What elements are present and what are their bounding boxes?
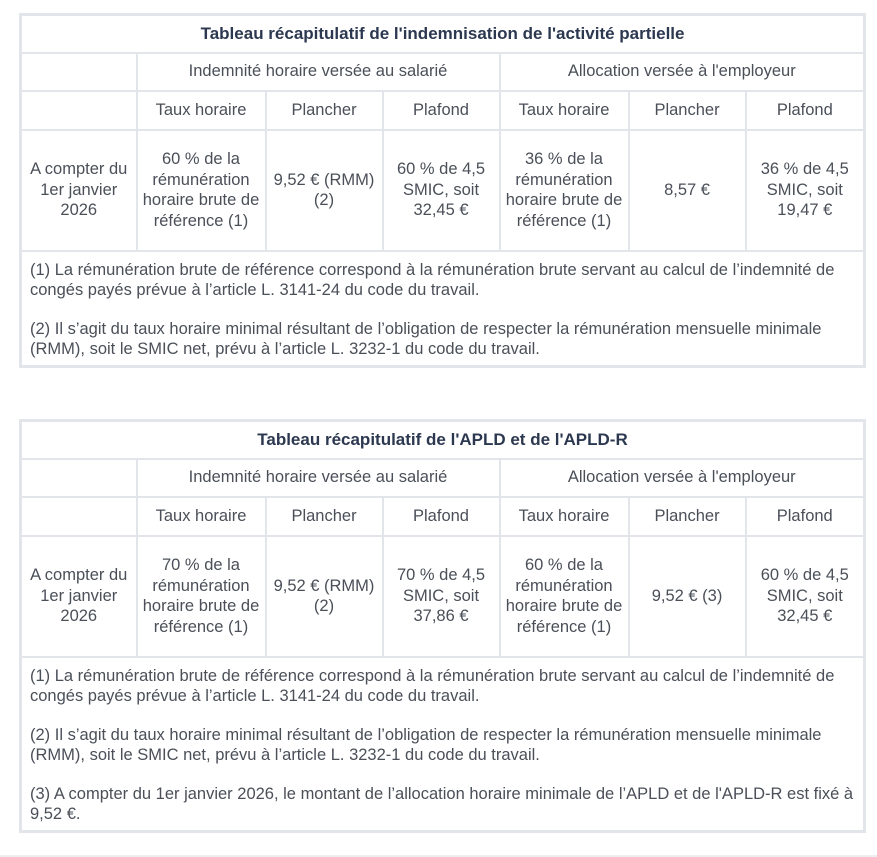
row-label-date: A compter du 1er janvier 2026 xyxy=(21,130,137,251)
group-header-employeur: Allocation versée à l'employeur xyxy=(500,459,865,497)
empty-corner-cell xyxy=(21,497,137,536)
col-header-taux-horaire: Taux horaire xyxy=(500,497,629,536)
footnotes xyxy=(21,251,865,367)
activite-partielle-table xyxy=(19,13,866,368)
table-title: Tableau récapitulatif de l'APLD et de l'APLD-R xyxy=(21,421,865,459)
group-header-employeur: Allocation versée à l'employeur xyxy=(500,53,865,91)
footnote-1: (1) La rémunération brute de référence correspond à la rémunération brute servant au calcul de l’indemnité de congés payés prévue à l’article L. 3141-24 du code du travail. xyxy=(30,666,835,705)
apld-table xyxy=(19,419,866,833)
cell-salarie-plafond: 60 % de 4,5 SMIC, soit 32,45 € xyxy=(383,130,500,251)
footnote-2: (2) Il s’agit du taux horaire minimal résultant de l’obligation de respecter la rémunération mensuelle minimale (RMM), soit le SMIC net, prévu à l’article L. 3232-1 du code du travail. xyxy=(30,319,822,358)
col-header-taux-horaire: Taux horaire xyxy=(500,91,629,130)
cell-employeur-plancher: 9,52 € (3) xyxy=(629,536,746,657)
cell-employeur-plafond: 60 % de 4,5 SMIC, soit 32,45 € xyxy=(746,536,865,657)
cell-employeur-taux: 60 % de la rémunération horaire brute de référence (1) xyxy=(500,536,629,657)
footnote-2: (2) Il s’agit du taux horaire minimal résultant de l’obligation de respecter la rémunération mensuelle minimale (RMM), soit le SMIC net, prévu à l’article L. 3232-1 du code du travail. xyxy=(30,725,822,764)
table-row xyxy=(21,130,865,251)
col-header-plafond: Plafond xyxy=(746,91,865,130)
cell-salarie-taux: 70 % de la rémunération horaire brute de référence (1) xyxy=(137,536,266,657)
empty-corner-cell xyxy=(21,91,137,130)
cell-salarie-taux: 60 % de la rémunération horaire brute de référence (1) xyxy=(137,130,266,251)
row-label-date: A compter du 1er janvier 2026 xyxy=(21,536,137,657)
group-header-salarie: Indemnité horaire versée au salarié xyxy=(137,53,500,91)
col-header-plafond: Plafond xyxy=(746,497,865,536)
col-header-taux-horaire: Taux horaire xyxy=(137,91,266,130)
footnotes xyxy=(21,657,865,832)
cell-salarie-plancher: 9,52 € (RMM) (2) xyxy=(266,130,383,251)
cell-salarie-plancher: 9,52 € (RMM) (2) xyxy=(266,536,383,657)
footnote-3: (3) A compter du 1er janvier 2026, le montant de l’allocation horaire minimale de l’APLD et de l'APLD-R est fixé à 9,52 €. xyxy=(30,784,854,823)
cell-employeur-plancher: 8,57 € xyxy=(629,130,746,251)
col-header-plancher: Plancher xyxy=(266,497,383,536)
table-row xyxy=(21,536,865,657)
footnote-1: (1) La rémunération brute de référence correspond à la rémunération brute servant au calcul de l’indemnité de congés payés prévue à l’article L. 3141-24 du code du travail. xyxy=(30,260,835,299)
table-title: Tableau récapitulatif de l'indemnisation de l'activité partielle xyxy=(21,15,865,53)
col-header-plancher: Plancher xyxy=(629,497,746,536)
cell-employeur-plafond: 36 % de 4,5 SMIC, soit 19,47 € xyxy=(746,130,865,251)
group-header-salarie: Indemnité horaire versée au salarié xyxy=(137,459,500,497)
empty-corner-cell xyxy=(21,53,137,91)
empty-corner-cell xyxy=(21,459,137,497)
col-header-plafond: Plafond xyxy=(383,497,500,536)
col-header-plafond: Plafond xyxy=(383,91,500,130)
col-header-plancher: Plancher xyxy=(266,91,383,130)
cell-employeur-taux: 36 % de la rémunération horaire brute de référence (1) xyxy=(500,130,629,251)
cell-salarie-plafond: 70 % de 4,5 SMIC, soit 37,86 € xyxy=(383,536,500,657)
col-header-taux-horaire: Taux horaire xyxy=(137,497,266,536)
col-header-plancher: Plancher xyxy=(629,91,746,130)
